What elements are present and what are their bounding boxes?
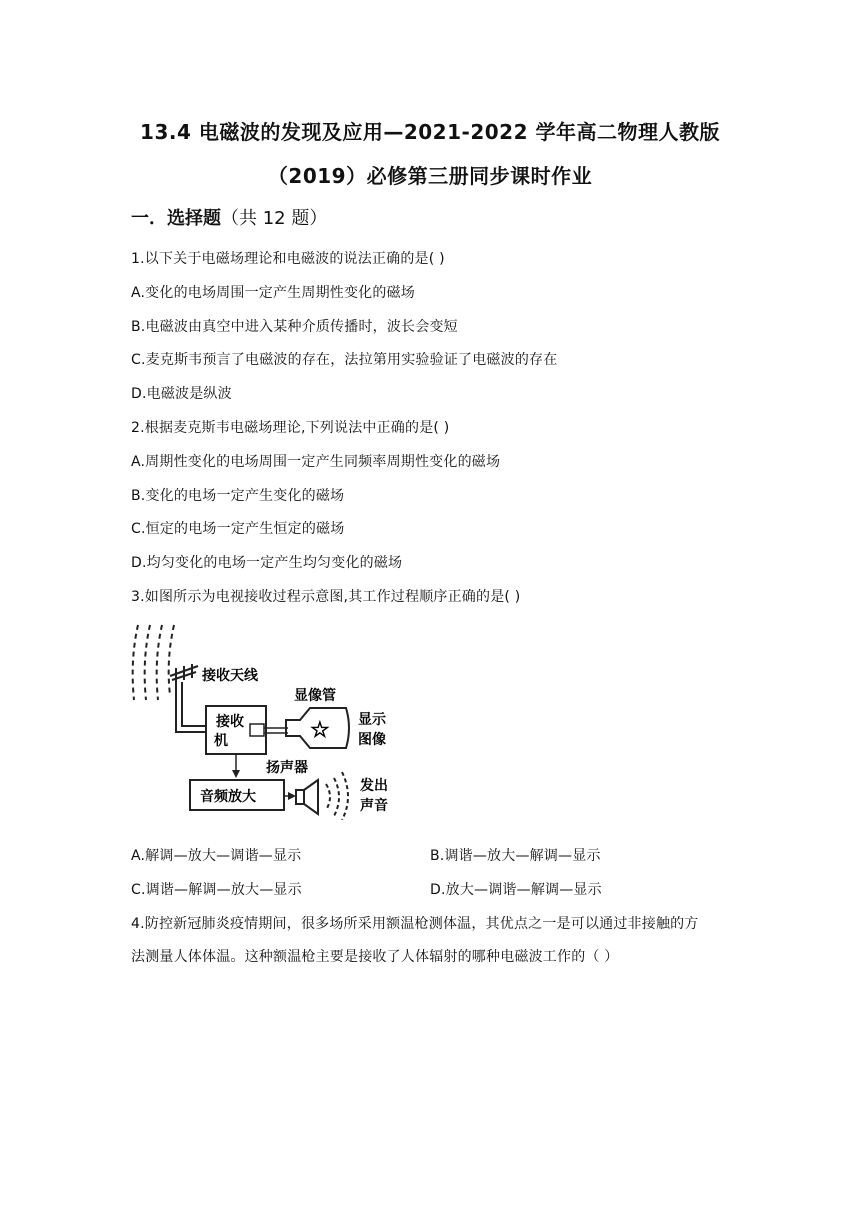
tube-label: 显像管 (294, 688, 336, 704)
sound-waves-icon (326, 772, 348, 820)
q2-option-c: C.恒定的电场一定产生恒定的磁场 (131, 521, 345, 537)
q1-option-d: D.电磁波是纵波 (131, 386, 232, 402)
arrow-down-icon (232, 770, 240, 778)
q1-option-c: C.麦克斯韦预言了电磁波的存在，法拉第用实验验证了电磁波的存在 (131, 352, 558, 368)
section-count: （共 12 题） (221, 208, 328, 229)
section-heading (131, 204, 327, 230)
display-label-2: 图像 (358, 732, 386, 748)
antenna-label: 接收天线 (202, 668, 258, 684)
speaker-label: 扬声器 (266, 760, 308, 776)
q2-option-d: D.均匀变化的电场一定产生均匀变化的磁场 (131, 555, 403, 571)
amplifier-label: 音频放大 (200, 789, 256, 805)
q1-stem: 1.以下关于电磁场理论和电磁波的说法正确的是( ) (131, 251, 445, 267)
q3-option-d: D.放大—调谐—解调—显示 (430, 882, 602, 898)
q2-option-b: B.变化的电场一定产生变化的磁场 (131, 488, 345, 504)
q3-option-c: C.调谐—解调—放大—显示 (131, 882, 302, 898)
q3-stem: 3.如图所示为电视接收过程示意图,其工作过程顺序正确的是( ) (131, 589, 521, 605)
receiver-label-1: 接收 (216, 714, 244, 730)
sound-label-1: 发出 (360, 778, 388, 794)
display-label-1: 显示 (358, 712, 386, 728)
q3-option-a: A.解调—放大—调谐—显示 (131, 848, 302, 864)
q2-stem: 2.根据麦克斯韦电磁场理论,下列说法中正确的是( ) (131, 420, 450, 436)
receiver-label-2: 机 (214, 733, 228, 749)
tv-reception-diagram (128, 620, 428, 820)
sound-label-2: 声音 (360, 798, 388, 814)
document-title-line-1: 13.4 电磁波的发现及应用—2021-2022 学年高二物理人教版 (140, 120, 720, 144)
q1-option-a: A.变化的电场周围一定产生周期性变化的磁场 (131, 285, 415, 301)
q2-option-a: A.周期性变化的电场周围一定产生同频率周期性变化的磁场 (131, 454, 501, 470)
q3-option-b: B.调谐—放大—解调—显示 (430, 848, 601, 864)
section-label: 一．选择题 (131, 208, 221, 229)
star-icon: ☆ (310, 717, 330, 743)
q4-stem-line-2: 法测量人体体温。这种额温枪主要是接收了人体辐射的哪种电磁波工作的（ ） (131, 949, 619, 965)
incoming-waves-icon (133, 625, 174, 700)
antenna-icon (170, 664, 206, 732)
document-title-line-2: （2019）必修第三册同步课时作业 (267, 164, 593, 188)
q1-option-b: B.电磁波由真空中进入某种介质传播时，波长会变短 (131, 319, 458, 335)
loudspeaker-icon (296, 780, 318, 814)
q4-stem-line-1: 4.防控新冠肺炎疫情期间，很多场所采用额温枪测体温，其优点之一是可以通过非接触的方 (131, 916, 699, 932)
